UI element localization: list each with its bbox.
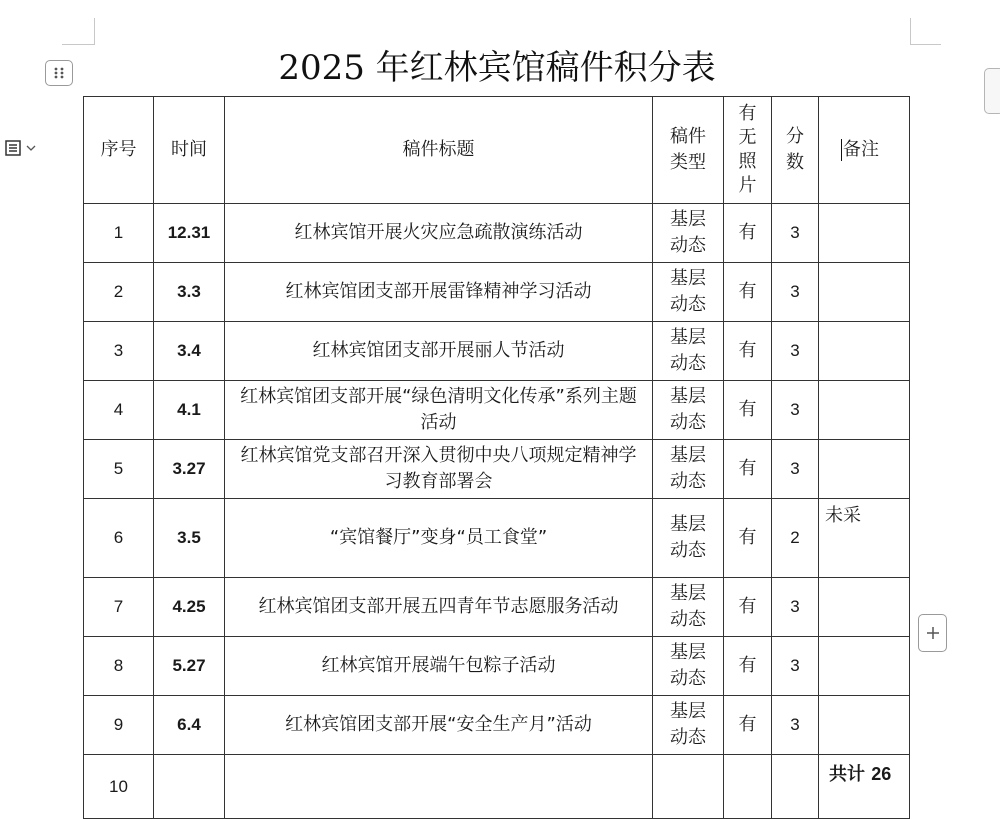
- cell-notes[interactable]: [819, 696, 910, 755]
- cell-seq[interactable]: 5: [84, 440, 154, 499]
- cell-time[interactable]: 3.4: [154, 322, 225, 381]
- cell-title[interactable]: [225, 755, 653, 819]
- cell-time[interactable]: 3.5: [154, 499, 225, 578]
- cell-time[interactable]: 4.1: [154, 381, 225, 440]
- cell-notes[interactable]: [819, 499, 910, 578]
- total-text: [819, 755, 909, 788]
- cell-score[interactable]: [772, 755, 819, 819]
- total-value: 26: [871, 764, 892, 784]
- cell-photo[interactable]: 有: [724, 381, 772, 440]
- table-row: [84, 263, 910, 322]
- cell-score[interactable]: 3: [772, 263, 819, 322]
- table-row: [84, 322, 910, 381]
- cell-title[interactable]: 红林宾馆团支部开展五四青年节志愿服务活动: [225, 578, 653, 637]
- cell-score[interactable]: 3: [772, 440, 819, 499]
- note-text: 未采: [825, 505, 861, 526]
- cell-notes[interactable]: [819, 381, 910, 440]
- header-time: 时间: [154, 97, 225, 204]
- cell-type[interactable]: 基层动态: [653, 381, 724, 440]
- cell-photo[interactable]: [724, 755, 772, 819]
- cell-score[interactable]: 3: [772, 696, 819, 755]
- cell-title[interactable]: 红林宾馆开展火灾应急疏散演练活动: [225, 204, 653, 263]
- cell-notes[interactable]: [819, 578, 910, 637]
- cell-photo[interactable]: 有: [724, 322, 772, 381]
- cell-seq[interactable]: 2: [84, 263, 154, 322]
- cell-total[interactable]: [819, 755, 910, 819]
- cell-seq[interactable]: 10: [84, 755, 154, 819]
- cell-notes[interactable]: [819, 204, 910, 263]
- table-row: [84, 381, 910, 440]
- paragraph-menu[interactable]: [4, 137, 50, 159]
- header-seq: 序号: [84, 97, 154, 204]
- table-row: [84, 499, 910, 578]
- cell-title[interactable]: 红林宾馆党支部召开深入贯彻中央八项规定精神学习教育部署会: [225, 440, 653, 499]
- cell-photo[interactable]: 有: [724, 637, 772, 696]
- cell-title[interactable]: 红林宾馆开展端午包粽子活动: [225, 637, 653, 696]
- cell-type[interactable]: 基层动态: [653, 637, 724, 696]
- drag-handle-icon: [53, 66, 65, 80]
- margin-guide-top-right: [910, 18, 941, 45]
- margin-guide-top-left: [62, 18, 95, 45]
- cell-score[interactable]: 2: [772, 499, 819, 578]
- header-photo: 有无照片: [724, 97, 772, 204]
- cell-score[interactable]: 3: [772, 637, 819, 696]
- table-move-handle[interactable]: [45, 60, 73, 86]
- table-row: [84, 696, 910, 755]
- cell-photo[interactable]: 有: [724, 263, 772, 322]
- cell-time[interactable]: 3.3: [154, 263, 225, 322]
- side-panel-tab[interactable]: [984, 68, 1000, 114]
- cell-time[interactable]: 6.4: [154, 696, 225, 755]
- score-table: [83, 96, 910, 819]
- cell-photo[interactable]: 有: [724, 204, 772, 263]
- cell-score[interactable]: 3: [772, 381, 819, 440]
- header-type: 稿件类型: [653, 97, 724, 204]
- table-row: [84, 637, 910, 696]
- total-label: 共计: [829, 764, 865, 785]
- cell-time[interactable]: 5.27: [154, 637, 225, 696]
- cell-title[interactable]: 红林宾馆团支部开展“绿色清明文化传承”系列主题活动: [225, 381, 653, 440]
- cell-title[interactable]: 红林宾馆团支部开展雷锋精神学习活动: [225, 263, 653, 322]
- cell-type[interactable]: [653, 755, 724, 819]
- cell-seq[interactable]: 1: [84, 204, 154, 263]
- cell-type[interactable]: 基层动态: [653, 322, 724, 381]
- cell-notes[interactable]: [819, 440, 910, 499]
- table-header-row: [84, 97, 910, 204]
- cell-seq[interactable]: 8: [84, 637, 154, 696]
- selection-mask: [879, 517, 909, 577]
- cell-type[interactable]: 基层动态: [653, 578, 724, 637]
- cell-notes[interactable]: [819, 263, 910, 322]
- table-row: [84, 578, 910, 637]
- paragraph-style-icon: [4, 139, 22, 157]
- cell-seq[interactable]: 6: [84, 499, 154, 578]
- header-notes-label: 备注: [843, 139, 879, 160]
- cell-notes[interactable]: [819, 637, 910, 696]
- cell-type[interactable]: 基层动态: [653, 696, 724, 755]
- document-title: 2025 年红林宾馆稿件积分表: [278, 48, 716, 88]
- cell-type[interactable]: 基层动态: [653, 204, 724, 263]
- cell-title[interactable]: 红林宾馆团支部开展“安全生产月”活动: [225, 696, 653, 755]
- chevron-down-icon: [26, 144, 36, 152]
- cell-score[interactable]: 3: [772, 322, 819, 381]
- table-row: [84, 440, 910, 499]
- table-row-total: [84, 755, 910, 819]
- cell-title[interactable]: “宾馆餐厅”变身“员工食堂”: [225, 499, 653, 578]
- cell-type[interactable]: 基层动态: [653, 499, 724, 578]
- add-row-button[interactable]: [918, 614, 947, 652]
- cell-notes[interactable]: [819, 322, 910, 381]
- cell-time[interactable]: [154, 755, 225, 819]
- header-title: 稿件标题: [225, 97, 653, 204]
- cell-photo[interactable]: 有: [724, 499, 772, 578]
- text-cursor: [841, 139, 842, 161]
- cell-photo[interactable]: 有: [724, 696, 772, 755]
- cell-photo[interactable]: 有: [724, 440, 772, 499]
- cell-type[interactable]: 基层动态: [653, 440, 724, 499]
- cell-title[interactable]: 红林宾馆团支部开展丽人节活动: [225, 322, 653, 381]
- cell-score[interactable]: 3: [772, 204, 819, 263]
- cell-score[interactable]: 3: [772, 578, 819, 637]
- cell-seq[interactable]: 3: [84, 322, 154, 381]
- cell-seq[interactable]: 9: [84, 696, 154, 755]
- cell-seq[interactable]: 7: [84, 578, 154, 637]
- plus-icon: [925, 625, 941, 641]
- header-notes: [819, 97, 910, 204]
- header-score: 分数: [772, 97, 819, 204]
- table-row: [84, 204, 910, 263]
- cell-photo[interactable]: 有: [724, 578, 772, 637]
- cell-time[interactable]: 12.31: [154, 204, 225, 263]
- cell-time[interactable]: 3.27: [154, 440, 225, 499]
- cell-seq[interactable]: 4: [84, 381, 154, 440]
- cell-type[interactable]: 基层动态: [653, 263, 724, 322]
- cell-time[interactable]: 4.25: [154, 578, 225, 637]
